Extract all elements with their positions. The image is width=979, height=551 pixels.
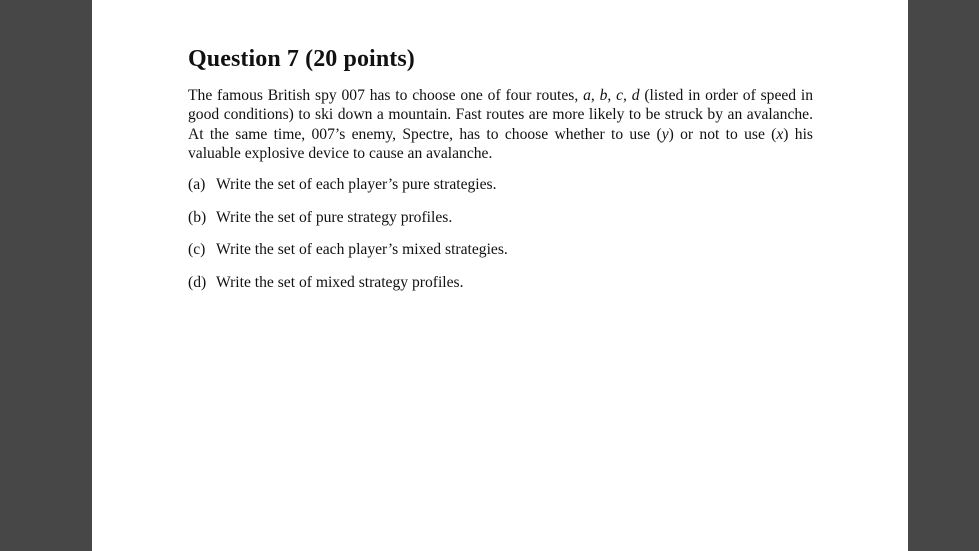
question-content xyxy=(188,44,813,306)
intro-text-4: ) his valuable explosive device to cause an avalanche. xyxy=(188,125,813,163)
route-a: a xyxy=(583,87,591,104)
intro-sep-3: , xyxy=(623,87,632,104)
part-text: Write the set of mixed strategy profiles. xyxy=(216,274,464,292)
document-page xyxy=(92,0,908,551)
question-title: Question 7 (20 points) xyxy=(188,46,415,72)
intro-text-3: ) or not to use ( xyxy=(668,125,777,143)
part-text: Write the set of each player’s mixed strategies. xyxy=(216,241,508,259)
question-parts xyxy=(188,175,813,293)
part-label: (a) xyxy=(188,175,206,193)
part-text: Write the set of each player’s pure strategies. xyxy=(216,175,497,193)
part-label: (d) xyxy=(188,274,207,292)
intro-text-2: (listed in order of speed in good conditions) to ski down a mountain. Fast routes are more likely to be struck by an avalanche. At the same time, 007’s enemy, Spectre, has to choose whether to use ( xyxy=(188,87,814,143)
intro-sep-1: , xyxy=(590,87,600,104)
action-y: y xyxy=(661,125,669,143)
question-intro xyxy=(188,86,813,164)
intro-sep-2: , xyxy=(607,87,617,104)
action-x: x xyxy=(776,125,784,143)
part-label: (b) xyxy=(188,208,207,226)
route-c: c xyxy=(616,87,624,104)
intro-text-1: The famous British spy 007 has to choose one of four routes, xyxy=(188,87,584,104)
route-d: d xyxy=(631,87,640,104)
part-text: Write the set of pure strategy profiles. xyxy=(216,208,453,226)
question-part-d xyxy=(188,273,813,292)
part-label: (c) xyxy=(188,241,206,259)
question-part-c xyxy=(188,240,813,259)
question-part-a xyxy=(188,175,813,194)
route-b: b xyxy=(599,87,608,104)
question-part-b xyxy=(188,208,813,227)
